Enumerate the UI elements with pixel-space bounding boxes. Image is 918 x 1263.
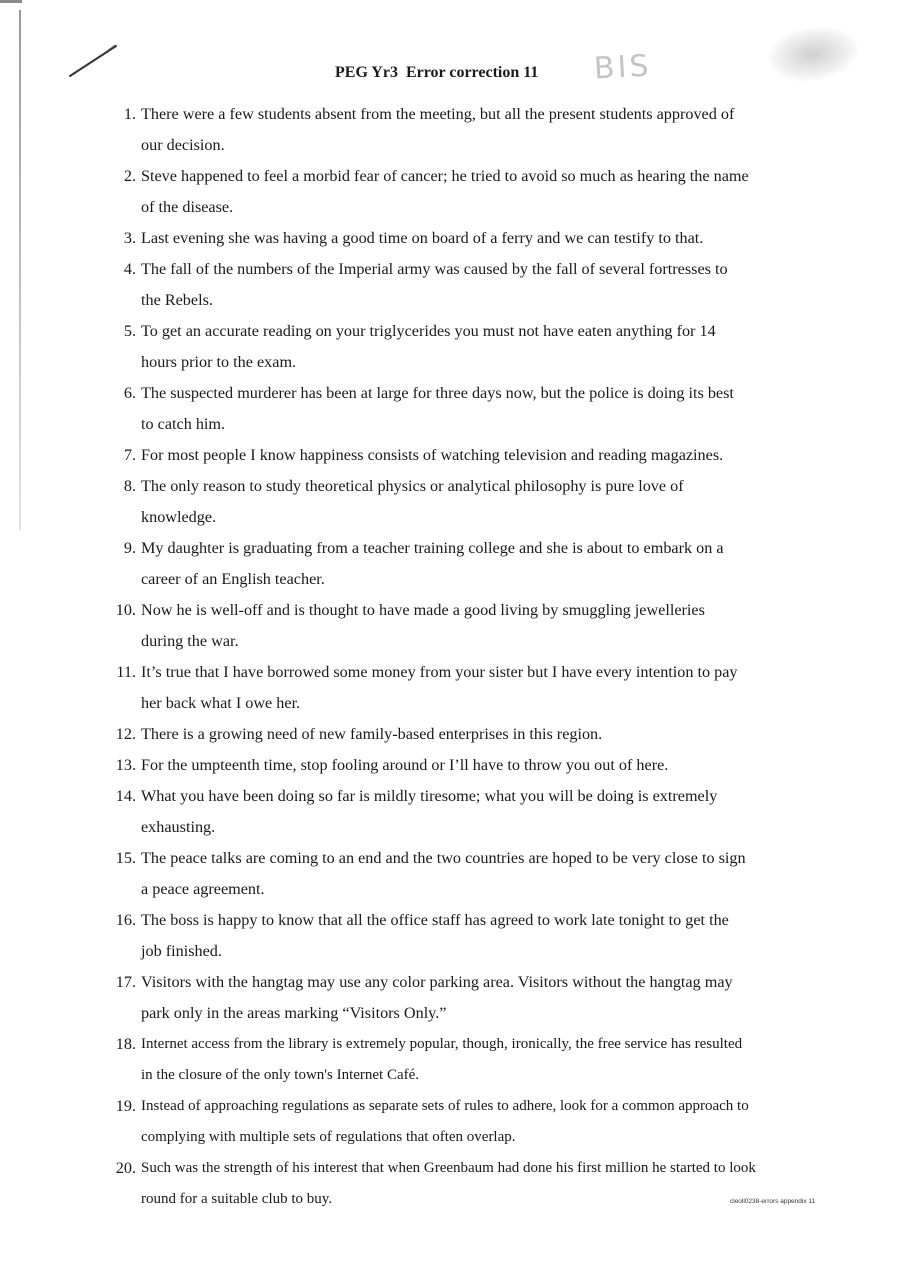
item-sentence: What you have been doing so far is mildly tiresome; what you will be doing is extremely exhausting. [141, 787, 718, 836]
item-number: 1. [123, 105, 136, 123]
item-sentence: Such was the strength of his interest that when Greenbaum had done his first million he started to look round for a suitable club to buy. [141, 1160, 756, 1207]
page-title [335, 64, 538, 82]
item-sentence: The only reason to study theoretical physics or analytical philosophy is pure love of knowledge. [141, 477, 684, 526]
item-number: 11. [116, 663, 136, 681]
item-number: 12. [115, 725, 136, 743]
item-number: 13. [115, 756, 136, 774]
item-sentence: Internet access from the library is extremely popular, though, ironically, the free service has resulted in the closure of the only town's Internet Café. [141, 1036, 743, 1083]
item-number: 8. [123, 477, 136, 495]
scan-smudge [765, 22, 861, 86]
item-number: 20. [115, 1159, 136, 1177]
item-sentence: The peace talks are coming to an end and the two countries are hoped to be very close to sign a peace agreement. [141, 849, 746, 898]
exercise-item [0, 595, 918, 657]
exercise-item [0, 378, 918, 440]
exercise-item [0, 316, 918, 378]
item-number: 10. [115, 601, 136, 619]
item-sentence: Now he is well-off and is thought to have made a good living by smuggling jewelleries during the war. [141, 601, 705, 650]
exercise-item [0, 99, 918, 161]
item-sentence: There were a few students absent from the meeting, but all the present students approved of our decision. [141, 105, 735, 154]
exercise-item [0, 223, 918, 254]
item-sentence: The suspected murderer has been at large for three days now, but the police is doing its best to catch him. [141, 384, 734, 433]
pen-slash-mark [68, 42, 120, 78]
exercise-item [0, 750, 918, 781]
item-sentence: It’s true that I have borrowed some money from your sister but I have every intention to pay her back what I owe her. [141, 663, 738, 712]
exercise-item [0, 1153, 918, 1215]
exercise-item [0, 1091, 918, 1153]
item-number: 19. [115, 1097, 136, 1115]
exercise-item [0, 905, 918, 967]
exercise-item [0, 843, 918, 905]
item-number: 15. [115, 849, 136, 867]
course-code: PEG Yr3 [335, 64, 398, 81]
footer-reference: cleoll0238-errors appendix 11 [730, 1198, 816, 1205]
item-number: 14. [115, 787, 136, 805]
item-number: 17. [115, 973, 136, 991]
exercise-item [0, 719, 918, 750]
exercise-item [0, 254, 918, 316]
item-number: 16. [115, 911, 136, 929]
item-sentence: The boss is happy to know that all the office staff has agreed to work late tonight to get the job finished. [141, 911, 729, 960]
item-number: 6. [123, 384, 136, 402]
exercise-item [0, 781, 918, 843]
exercise-item [0, 440, 918, 471]
item-sentence: Steve happened to feel a morbid fear of cancer; he tried to avoid so much as hearing the name of the disease. [141, 167, 749, 216]
exercise-item [0, 533, 918, 595]
item-sentence: Instead of approaching regulations as separate sets of rules to adhere, look for a common approach to complying with multiple sets of regulations that often overlap. [141, 1098, 749, 1145]
exercise-item [0, 161, 918, 223]
item-sentence: For most people I know happiness consists of watching television and reading magazines. [141, 446, 724, 464]
item-sentence: Last evening she was having a good time on board of a ferry and we can testify to that. [141, 229, 704, 247]
item-sentence: There is a growing need of new family-based enterprises in this region. [141, 725, 603, 743]
item-number: 4. [123, 260, 136, 278]
item-sentence: For the umpteenth time, stop fooling around or I’ll have to throw you out of here. [141, 756, 669, 774]
exercise-list [0, 99, 918, 1215]
item-number: 3. [123, 229, 136, 247]
item-number: 7. [123, 446, 136, 464]
exercise-item [0, 471, 918, 533]
scan-artifact-top [0, 0, 22, 3]
exercise-item [0, 657, 918, 719]
item-sentence: To get an accurate reading on your triglycerides you must not have eaten anything for 14 hours prior to the exam. [141, 322, 716, 371]
exercise-item [0, 1029, 918, 1091]
item-number: 5. [123, 322, 136, 340]
worksheet-title: Error correction 11 [405, 64, 539, 81]
handwritten-stamp: BIS [593, 48, 653, 87]
item-sentence: My daughter is graduating from a teacher training college and she is about to embark on a career of an English teacher. [141, 539, 724, 588]
exercise-item [0, 967, 918, 1029]
item-number: 2. [123, 167, 136, 185]
item-sentence: Visitors with the hangtag may use any color parking area. Visitors without the hangtag may park only in the areas marking “Visitors Only.” [141, 973, 733, 1022]
item-sentence: The fall of the numbers of the Imperial army was caused by the fall of several fortresses to the Rebels. [141, 260, 728, 309]
item-number: 18. [115, 1035, 136, 1053]
item-number: 9. [123, 539, 136, 557]
